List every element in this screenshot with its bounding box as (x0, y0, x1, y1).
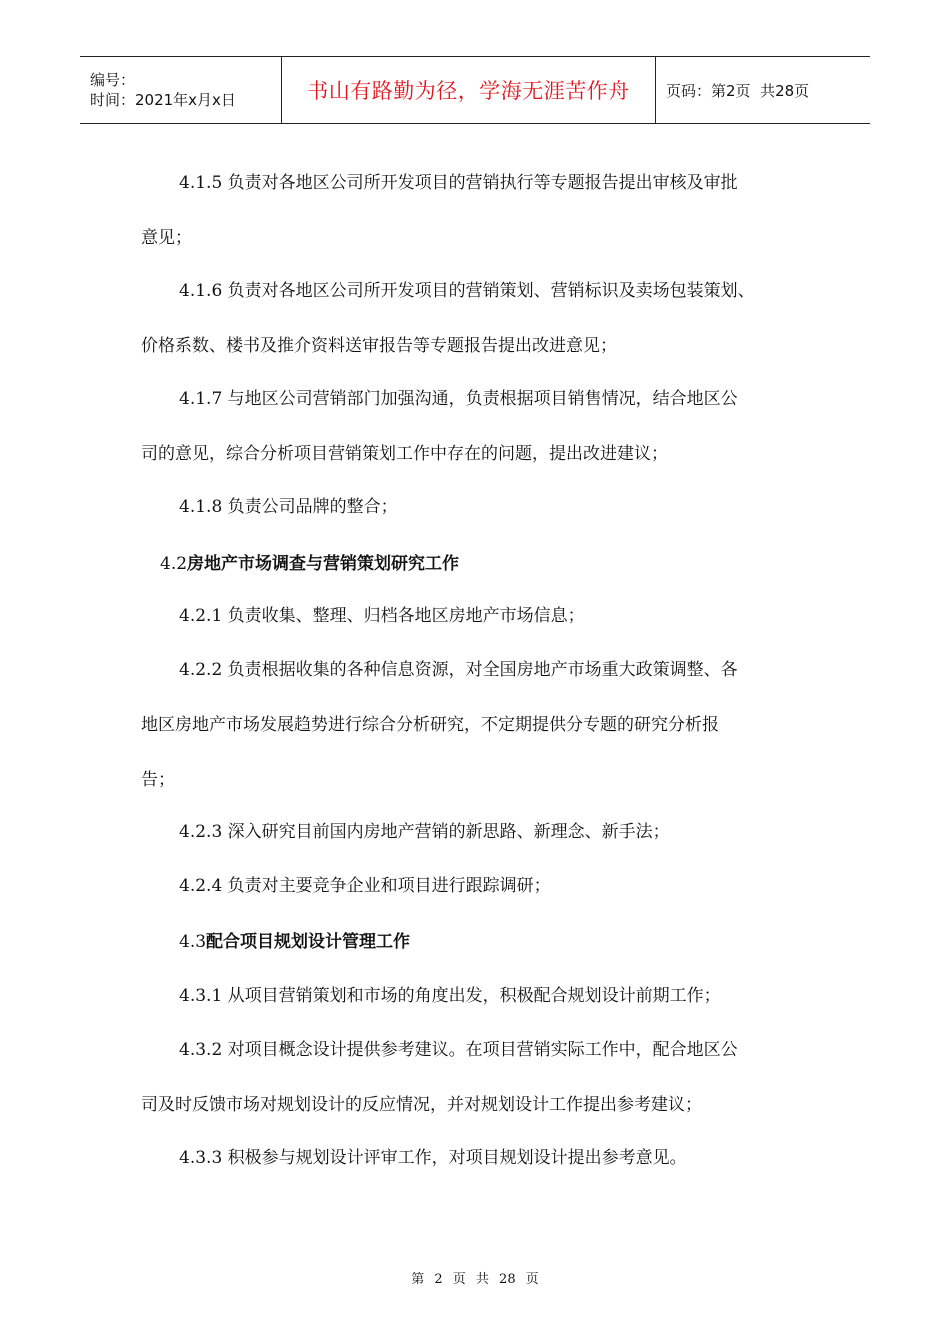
paragraph-4-2-1 (141, 589, 813, 644)
heading-text: 房地产市场调查与营销策划研究工作 (187, 554, 460, 574)
paragraph-line: 司的意见，综合分析项目营销策划工作中存在的问题，提出改进建议； (141, 444, 668, 464)
paragraph-line: 价格系数、楼书及推介资料送审报告等专题报告提出改进意见； (141, 336, 617, 356)
paragraph-line: 地区房地产市场发展趋势进行综合分析研究，不定期提供分专题的研究分析报 (141, 715, 719, 735)
header-page-info (656, 57, 870, 123)
paragraph-line: 4.3.3 积极参与规划设计评审工作，对项目规划设计提出参考意见。 (179, 1148, 687, 1168)
heading-number: 4.3 (179, 932, 207, 952)
paragraph-line: 意见； (141, 228, 192, 248)
paragraph-line: 4.2.2 负责根据收集的各种信息资源，对全国房地产市场重大政策调整、各 (179, 660, 738, 680)
paragraph-line: 4.1.5 负责对各地区公司所开发项目的营销执行等专题报告提出审核及审批 (179, 173, 738, 193)
paragraph-line: 4.1.8 负责公司品牌的整合； (179, 497, 398, 517)
paragraph-line: 告； (141, 770, 175, 790)
paragraph-line: 4.2.3 深入研究目前国内房地产营销的新思路、新理念、新手法； (179, 822, 670, 842)
page-footer: 第 2 页 共 28 页 (411, 1272, 539, 1287)
paragraph-4-2-3 (141, 805, 813, 860)
paragraph-4-3-2 (141, 1023, 813, 1133)
paragraph-line: 4.3.2 对项目概念设计提供参考建议。在项目营销实际工作中，配合地区公 (179, 1040, 738, 1060)
paragraph-line: 4.2.4 负责对主要竞争企业和项目进行跟踪调研； (179, 876, 551, 896)
paragraph-line: 司及时反馈市场对规划设计的反应情况，并对规划设计工作提出参考建议； (141, 1095, 702, 1115)
date-label: 时间：2021年x月x日 (90, 91, 236, 109)
header-meta (80, 57, 281, 123)
paragraph-line: 4.1.6 负责对各地区公司所开发项目的营销策划、营销标识及卖场包装策划、 (179, 281, 755, 301)
paragraph-line: 4.1.7 与地区公司营销部门加强沟通，负责根据项目销售情况，结合地区公 (179, 389, 738, 409)
page-info-text: 页码：第2页 共28页 (666, 81, 810, 100)
paragraph-4-2-4 (141, 859, 813, 914)
header-motto: 书山有路勤为径，学海无涯苦作舟 (281, 57, 656, 123)
paragraph-4-1-8 (141, 480, 813, 535)
section-heading-4-2 (160, 552, 459, 576)
paragraph-line: 4.3.1 从项目营销策划和市场的角度出发，积极配合规划设计前期工作； (179, 986, 721, 1006)
paragraph-4-2-2 (141, 643, 813, 808)
paragraph-4-1-5 (141, 156, 813, 266)
paragraph-4-1-6 (141, 264, 813, 374)
paragraph-4-3-3 (141, 1131, 813, 1186)
paragraph-4-3-1 (141, 969, 813, 1024)
section-heading-4-3 (179, 930, 410, 954)
document-header (80, 56, 870, 124)
heading-text: 配合项目规划设计管理工作 (206, 932, 411, 952)
number-label: 编号： (90, 71, 136, 89)
paragraph-4-1-7 (141, 372, 813, 482)
heading-number: 4.2 (160, 554, 188, 574)
paragraph-line: 4.2.1 负责收集、整理、归档各地区房地产市场信息； (179, 606, 585, 626)
